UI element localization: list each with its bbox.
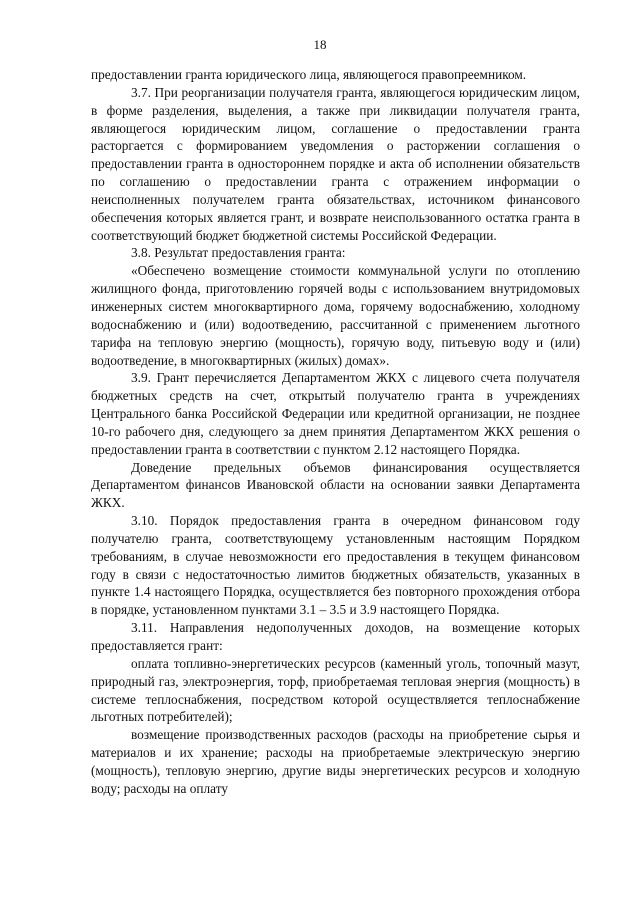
paragraph-3-9: 3.9. Грант перечисляется Департаментом ЖКХ с лицевого счета получателя бюджетных средств на счет, открытый получателю гранта в учреждениях Центрального банка Российской Федерации или кредитной организации, не позднее 10-го рабочего дня, следующего за днем принятия Департаментом ЖКХ решения о предоставлении гранта в соответствии с пунктом 2.12 настоящего Порядка.: [91, 370, 580, 457]
paragraph-3-8-heading: 3.8. Результат предоставления гранта:: [131, 245, 346, 261]
paragraph-3-7: 3.7. При реорганизации получателя гранта, являющегося юридическим лицом, в форме разделения, выделения, а также при ликвидации получателя гранта, являющегося юридическим лицом, соглашение о предоставлении гранта расторгается с формированием уведомления о расторжении соглашения о предоставлении гранта в одностороннем порядке и акта об исполнении обязательств по соглашению о предоставлении гранта с отражением информации о неисполненных получателем гранта обязательствах, источником финансового обеспечения которых является грант, и возврате неиспользованного остатка гранта в соответствующий бюджет бюджетной системы Российской Федерации.: [91, 84, 580, 243]
paragraph-3-11: 3.11. Направления недополученных доходов, на возмещение которых предоставляется грант:: [91, 620, 580, 653]
page-number: 18: [313, 37, 327, 52]
paragraph-3-8-result: «Обеспечено возмещение стоимости коммунальной услуги по отоплению жилищного фонда, приготовлению горячей воды с использованием внутридомовых инженерных систем многоквартирного дома, горячему водоснабжению, холодному водоснабжению и (или) водоотведению, рассчитанной с применением льготного тарифа на тепловую энергию (мощность), горячую воду, питьевую воду и (или) водоотведение, в многоквартирных (жилых) домах».: [91, 263, 580, 368]
paragraph-funding-limits: Доведение предельных объемов финансирования осуществляется Департаментом финансов Ивановской области на основании заявки Департамента ЖКХ.: [91, 459, 580, 511]
paragraph-3-10: 3.10. Порядок предоставления гранта в очередном финансовом году получателю гранта, соответствующему установленным настоящим Порядком требованиям, в случае невозможности его предоставления в текущем финансовом году в связи с недостаточностью лимитов бюджетных обязательств, указанных в пункте 1.4 настоящего Порядка, осуществляется без повторного прохождения отбора в порядке, установленном пунктами 3.1 – 3.5 и 3.9 настоящего Порядка.: [91, 513, 580, 618]
paragraph-production-expenses: возмещение производственных расходов (расходы на приобретение сырья и материалов и их хранение; расходы на приобретаемые электрическую энергию (мощность), тепловую энергию, другие виды энергетических ресурсов и холодную воду; расходы на оплату: [91, 727, 580, 796]
paragraph-fuel-resources: оплата топливно-энергетических ресурсов (каменный уголь, топочный мазут, природный газ, электроэнергия, торф, приобретаемая тепловая энергия (мощность) в системе теплоснабжения, посредством которой осуществляется теплоснабжение льготных потребителей);: [91, 655, 580, 725]
paragraph-intro-continuation: предоставлении гранта юридического лица, являющегося правопреемником.: [91, 67, 527, 82]
document-body: [91, 66, 580, 798]
